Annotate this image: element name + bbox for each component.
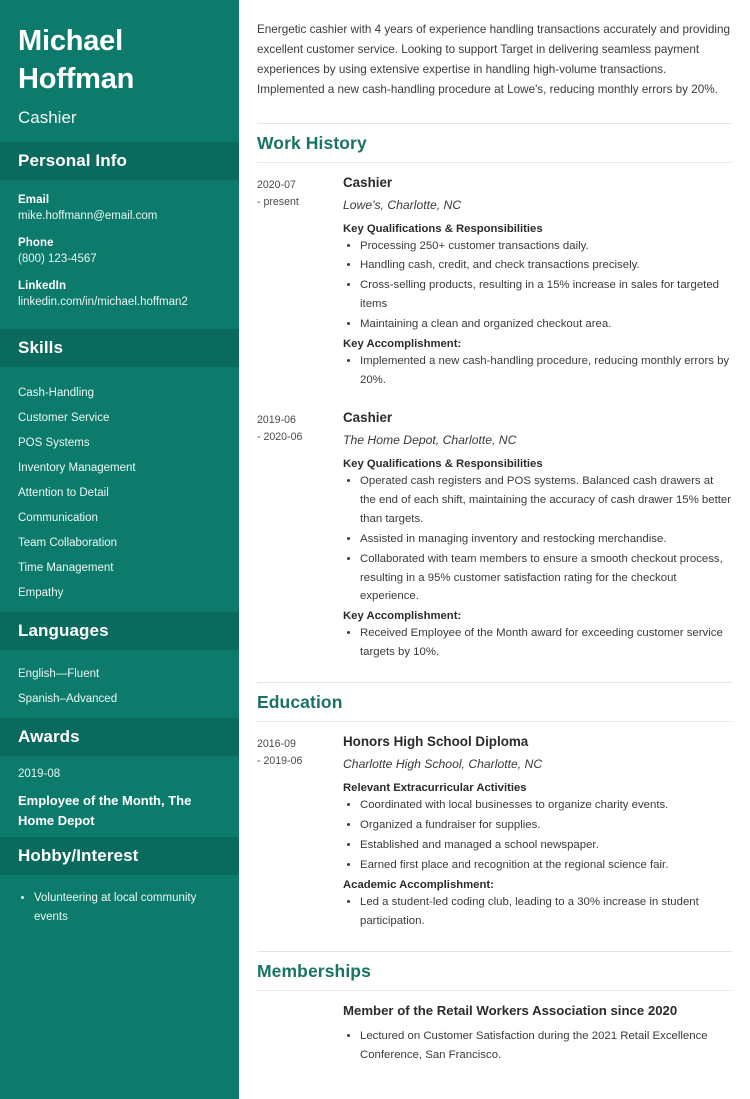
education-entry-organization: Charlotte High School, Charlotte, NC	[343, 757, 543, 772]
skill-item: Inventory Management	[18, 462, 136, 475]
bullet-item: • Maintaining a clean and organized checkout area.	[360, 315, 732, 334]
membership-title: Member of the Retail Workers Association since 2020	[343, 1002, 678, 1018]
bullet-item: • Received Employee of the Month award for exceeding customer service targets by 10%.	[360, 624, 732, 662]
main-content	[239, 0, 750, 1099]
skill-item: Cash-Handling	[18, 387, 95, 400]
hobby-list	[0, 875, 239, 936]
contact-item-email	[18, 194, 221, 222]
bullet-item: • Established and managed a school newspaper.	[360, 836, 732, 855]
date-to: - 2019-06	[257, 755, 303, 768]
section-header-work-history	[257, 123, 732, 163]
contact-label-phone: Phone	[18, 236, 54, 249]
sidebar-heading-personal-info: Personal Info	[0, 142, 239, 180]
section-header-education	[257, 682, 732, 722]
bullet-item: • Cross-selling products, resulting in a 15% increase in sales for targeted items	[360, 276, 732, 314]
work-entry-body	[343, 175, 732, 394]
personal-info-list	[0, 180, 239, 329]
date-from: 2016-09	[257, 738, 296, 751]
bullet-item: • Operated cash registers and POS systems. Balanced cash drawers at the end of each shift, maintaining the accuracy of cash drawer 15% better than targets.	[360, 472, 732, 529]
skills-list	[0, 367, 239, 612]
section-title-memberships: Memberships	[257, 960, 371, 981]
bullet-item: • Coordinated with local businesses to organize charity events.	[360, 796, 732, 815]
skill-item: POS Systems	[18, 437, 90, 450]
section-title-work-history: Work History	[257, 132, 367, 153]
education-entry-body	[343, 734, 732, 935]
candidate-name-line1: Michael	[18, 25, 123, 57]
section-education	[257, 682, 732, 935]
sidebar-heading-skills: Skills	[0, 329, 239, 367]
name-block	[0, 0, 239, 142]
awards-list	[0, 756, 239, 837]
date-to: - 2020-06	[257, 431, 303, 444]
work-entry	[257, 175, 732, 394]
work-entry-accomplishment-heading: Key Accomplishment:	[343, 338, 462, 351]
work-entry-quals-heading: Key Qualifications & Responsibilities	[343, 222, 543, 235]
contact-item-linkedin	[18, 280, 221, 308]
education-entry-accomplishment-list	[343, 893, 732, 931]
work-entry-dates	[257, 410, 343, 666]
education-entry-dates	[257, 734, 343, 935]
section-header-memberships	[257, 951, 732, 991]
work-entry-accomplishment-list	[343, 624, 732, 662]
section-memberships	[257, 951, 732, 1065]
language-item: Spanish–Advanced	[18, 693, 118, 706]
bullet-item: • Led a student-led coding club, leading to a 30% increase in student participation.	[360, 893, 732, 931]
contact-value-email[interactable]: mike.hoffmann@email.com	[18, 209, 158, 222]
contact-label-email: Email	[18, 193, 50, 206]
education-entry	[257, 734, 732, 935]
skill-item: Time Management	[18, 562, 114, 575]
contact-label-linkedin: LinkedIn	[18, 279, 67, 292]
bullet-item: • Handling cash, credit, and check transactions precisely.	[360, 256, 732, 275]
bullet-item: • Processing 250+ customer transactions daily.	[360, 237, 732, 256]
work-entry-accomplishment-heading: Key Accomplishment:	[343, 610, 462, 623]
contact-value-linkedin[interactable]: linkedin.com/in/michael.hoffman2	[18, 295, 188, 308]
language-item: English—Fluent	[18, 668, 100, 681]
work-entry-accomplishment-list	[343, 352, 732, 390]
professional-summary: Energetic cashier with 4 years of experience handling transactions accurately and providing excellent customer service. Looking to support Target in delivering seamless payment experiences by using extensive expertise in handling high-volume transactions. Implemented a new cash-handling procedure at Lowe's, reducing monthly errors by 20%.	[257, 23, 730, 97]
education-entry-activities-list	[343, 796, 732, 875]
award-date: 2019-08	[18, 767, 61, 780]
work-entry-quals-list	[343, 237, 732, 335]
languages-list	[0, 650, 239, 718]
work-entry-title: Cashier	[343, 174, 393, 190]
work-entry-quals-heading: Key Qualifications & Responsibilities	[343, 457, 543, 470]
work-entry-dates	[257, 175, 343, 394]
section-work-history	[257, 123, 732, 667]
bullet-item: • Collaborated with team members to ensure a smooth checkout process, resulting in a 95% customer satisfaction rating for the checkout experience.	[360, 550, 732, 607]
bullet-item: • Organized a fundraiser for supplies.	[360, 816, 732, 835]
bullet-item: • Earned first place and recognition at the regional science fair.	[360, 856, 732, 875]
candidate-name-line2: Hoffman	[18, 63, 135, 96]
education-entry-title: Honors High School Diploma	[343, 734, 529, 750]
hobby-item: • Volunteering at local community events	[34, 889, 221, 927]
sidebar	[0, 0, 239, 1099]
work-entry-organization: Lowe's, Charlotte, NC	[343, 197, 462, 212]
work-entry-quals-list	[343, 472, 732, 606]
contact-item-phone	[18, 237, 221, 265]
date-from: 2019-06	[257, 413, 296, 426]
skill-item: Customer Service	[18, 412, 110, 425]
date-to: - present	[257, 195, 299, 208]
bullet-item: • Assisted in managing inventory and restocking merchandise.	[360, 530, 732, 549]
work-entry-title: Cashier	[343, 409, 393, 425]
award-title: Employee of the Month, The Home Depot	[18, 792, 192, 828]
skill-item: Attention to Detail	[18, 487, 109, 500]
bullet-item: • Lectured on Customer Satisfaction during the 2021 Retail Excellence Conference, San Francisco.	[360, 1027, 732, 1065]
sidebar-heading-hobby: Hobby/Interest	[0, 837, 239, 875]
candidate-job-title: Cashier	[18, 107, 77, 127]
hobby-bullets	[18, 889, 221, 927]
skill-item: Communication	[18, 512, 98, 525]
skill-item: Team Collaboration	[18, 537, 118, 550]
sidebar-heading-awards: Awards	[0, 718, 239, 756]
sidebar-heading-languages: Languages	[0, 612, 239, 650]
membership-list	[343, 1027, 732, 1065]
contact-value-phone[interactable]: (800) 123-4567	[18, 252, 97, 265]
education-entry-accomplishment-heading: Academic Accomplishment:	[343, 878, 494, 891]
date-from: 2020-07	[257, 178, 296, 191]
membership-entry	[257, 1003, 732, 1065]
work-entry-organization: The Home Depot, Charlotte, NC	[343, 432, 517, 447]
work-entry-body	[343, 410, 732, 666]
education-entry-activities-heading: Relevant Extracurricular Activities	[343, 782, 527, 795]
skill-item: Empathy	[18, 587, 64, 600]
bullet-item: • Implemented a new cash-handling procedure, reducing monthly errors by 20%.	[360, 352, 732, 390]
work-entry	[257, 410, 732, 666]
section-title-education: Education	[257, 692, 343, 713]
